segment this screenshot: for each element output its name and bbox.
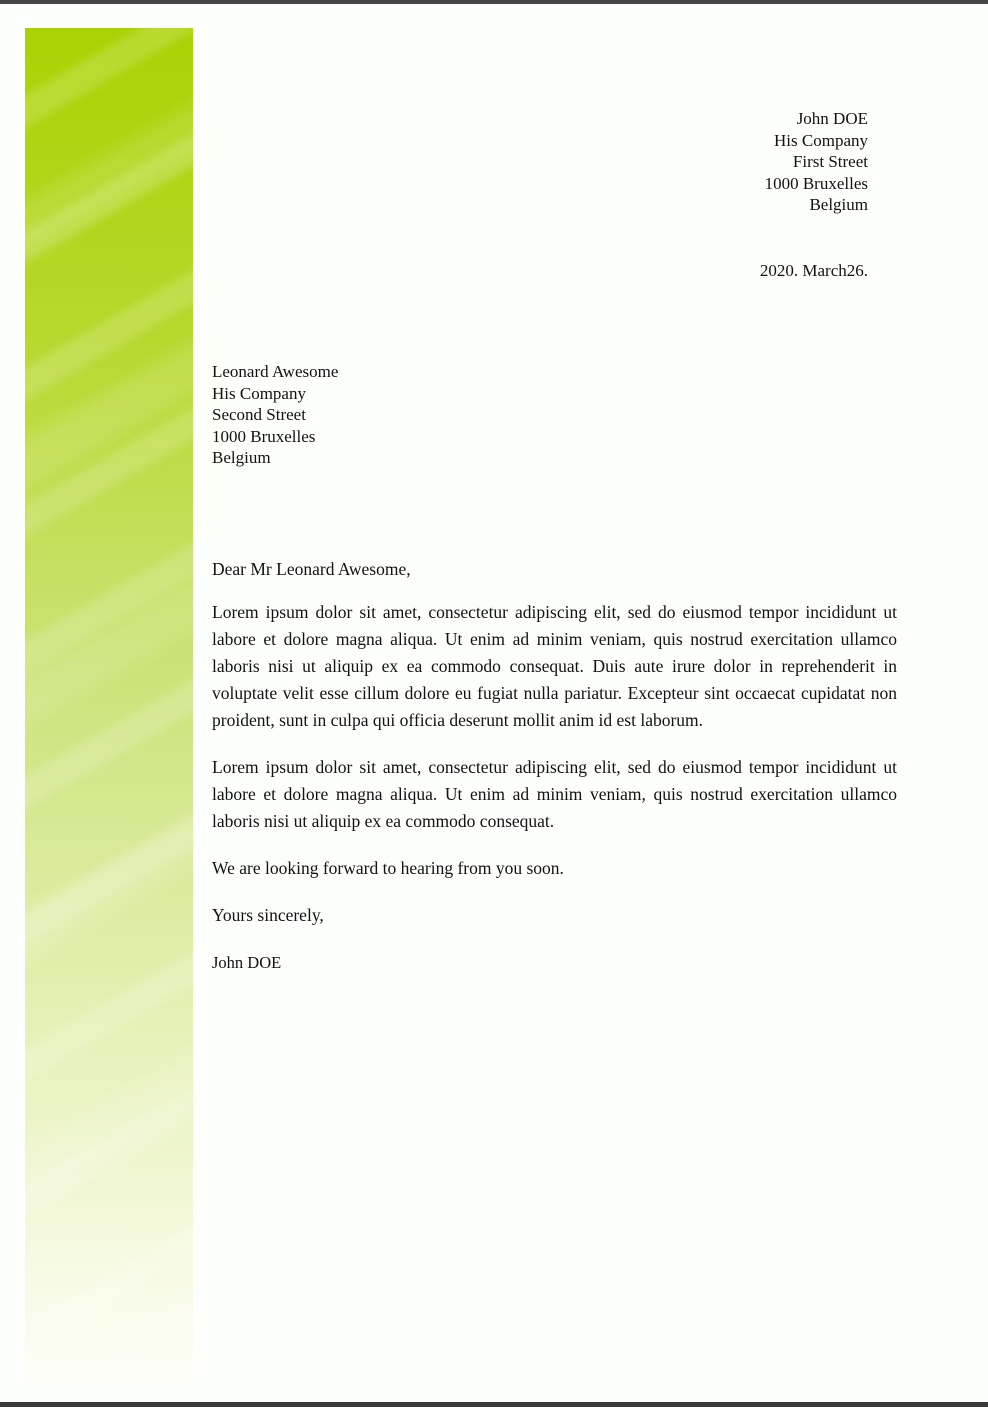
letter-body: [212, 556, 897, 996]
recipient-name: Leonard Awesome: [212, 362, 339, 381]
signature-name: John DOE: [212, 953, 282, 972]
sender-city: 1000 Bruxelles: [764, 173, 868, 193]
sender-street: First Street: [792, 152, 868, 171]
recipient-street: Second Street: [212, 405, 306, 424]
salutation: Dear Mr Leonard Awesome,: [212, 559, 411, 579]
sender-company: His Company: [774, 130, 868, 150]
sender-name: John DOE: [796, 109, 868, 128]
recipient-company: His Company: [212, 383, 306, 403]
recipient-city: 1000 Bruxelles: [212, 426, 316, 446]
green-gradient-bar: [25, 28, 193, 1384]
closing-line: We are looking forward to hearing from you soon.: [212, 858, 564, 878]
body-paragraph-2: Lorem ipsum dolor sit amet, consectetur adipiscing elit, sed do eiusmod tempor incididunt ut labore et dolore magna aliqua. Ut enim ad minim veniam, quis nostrud exercitation ullamco laboris nisi ut aliquip ex ea commodo consequat.: [212, 757, 897, 831]
recipient-address-block: [212, 361, 338, 469]
letter-date: 2020. March26.: [759, 261, 868, 280]
body-paragraph-1: Lorem ipsum dolor sit amet, consectetur adipiscing elit, sed do eiusmod tempor incididunt ut labore et dolore magna aliqua. Ut enim ad minim veniam, quis nostrud exercitation ullamco laboris nisi ut aliquip ex ea commodo consequat. Duis aute irure dolor in reprehenderit in voluptate velit esse cillum dolore eu fugiat nulla pariatur. Excepteur sint occaecat cupidatat non proident, sunt in culpa qui officia deserunt mollit anim id est laborum.: [212, 602, 897, 730]
valediction: Yours sincerely,: [212, 905, 324, 925]
sender-address-block: [765, 108, 868, 216]
sender-country: Belgium: [809, 195, 868, 214]
recipient-country: Belgium: [212, 448, 271, 467]
